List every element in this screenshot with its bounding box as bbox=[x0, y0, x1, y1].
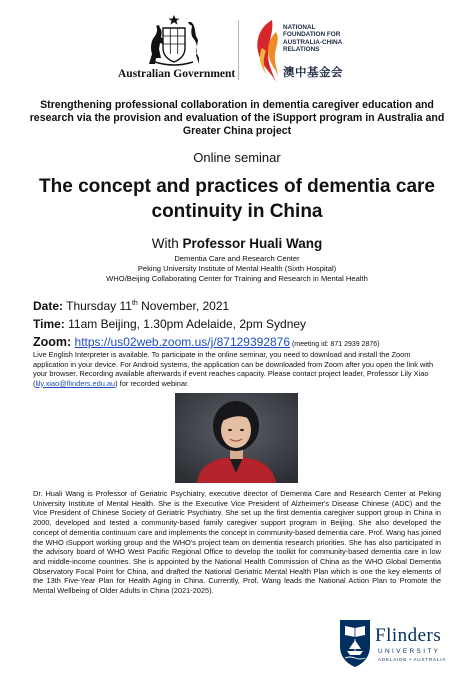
date-value: Thursday 11 bbox=[63, 299, 132, 313]
nffacr-line: FOUNDATION FOR bbox=[283, 31, 341, 39]
presenter-affiliation: Peking University Institute of Mental Health (Sixth Hospital) bbox=[137, 264, 337, 273]
presenter-affiliation: WHO/Beijing Collaborating Center for Training and Research in Mental Health bbox=[106, 274, 368, 283]
nffacr-flame-icon bbox=[250, 18, 282, 84]
presenter-photo bbox=[175, 393, 298, 483]
presenter-line bbox=[0, 236, 474, 251]
date-label: Date: bbox=[33, 299, 64, 313]
date-suffix: th bbox=[131, 300, 138, 307]
join-text-end: ) for recorded webinar. bbox=[115, 378, 190, 388]
presenter-portrait-image bbox=[175, 393, 298, 483]
flinders-university-logo bbox=[338, 618, 464, 670]
nffacr-logo bbox=[250, 18, 400, 84]
nffacr-line: NATIONAL bbox=[283, 24, 316, 31]
nffacr-chinese-name: 澳中基金会 bbox=[283, 65, 343, 79]
zoom-row bbox=[33, 335, 380, 349]
join-text: Live English Interpreter is available. To participate in the online seminar, you need to download and install the Zoom application in your device. For Android systems, the application can be downloaded from Zoom after you open the link with your browser. Recording available afterwards if event reaches capacity. Please contact project leader, Professor Lily Xiao ( bbox=[33, 350, 434, 388]
time-row bbox=[33, 317, 306, 331]
flinders-crest-icon bbox=[338, 618, 372, 668]
nffacr-line: AUSTRALIA-CHINA bbox=[283, 38, 343, 46]
seminar-type: Online seminar bbox=[193, 150, 281, 165]
meeting-id: (meeting id: 871 2939 2876) bbox=[290, 341, 380, 348]
australian-government-label: Australian Government bbox=[118, 68, 236, 80]
time-label: Time: bbox=[33, 317, 65, 331]
date-value-end: November, 2021 bbox=[137, 299, 230, 313]
seminar-title: The concept and practices of dementia care continuity in China bbox=[39, 176, 435, 222]
presenter-prefix: With bbox=[151, 236, 183, 251]
header-divider bbox=[238, 20, 239, 80]
time-value: 11am Beijing, 1.30pm Adelaide, 2pm Sydney bbox=[64, 317, 307, 331]
flinders-name: Flinders bbox=[375, 625, 442, 646]
presenter-name: Professor Huali Wang bbox=[182, 236, 323, 251]
presenter-biography: Dr. Huali Wang is Professor of Geriatric Psychiatry, executive director of Dementia Care and Research Center at Peking University Institute of Mental Health. She is the Executive Vice President of Alzheimer's Disease Chinese (ADC) and the Vice President of Chinese Society of Geriatric Psychiatry. She set up the first dementia caregiver support group in China in 2000, developed and tested a community-based family caregiver support program in Beijing. She also developed the concept of dementia continuum care and implements the concept in community-based dementia care. Prof. Wang has joined the WHO iSupport working group and the WHO's project team on dementia research priorities. She has also participated in the advisory board of WHO West Pacific Regional Office to develop the toolkit for community-based dementia care in low and middle-income countries. She is appointed by the National Health Commission of China as the WHO Global Dementia Observatory Focal Point for China, and drafted the National Geriatric Mental Health Plan which is one the key elements of the 13th Five-Year Plan for Health Aging in China. Currently, Prof. Wang leads the National Action Plan to Promote the Mental Wellbeing of Older Adults in China (2021-2025). bbox=[33, 489, 441, 596]
project-description: Strengthening professional collaboration in dementia caregiver education and research via the provision and evaluation of the iSupport program in Australia and Greater China project bbox=[29, 99, 445, 138]
nffacr-line: RELATIONS bbox=[283, 46, 320, 54]
presenter-affiliation: Dementia Care and Research Center bbox=[174, 254, 300, 263]
zoom-label: Zoom: bbox=[33, 335, 72, 349]
flinders-university-label: UNIVERSITY bbox=[378, 648, 441, 655]
coat-of-arms-icon bbox=[143, 14, 205, 66]
flinders-location: ADELAIDE • AUSTRALIA bbox=[378, 657, 447, 662]
join-instructions bbox=[33, 350, 441, 388]
australian-government-logo bbox=[118, 14, 236, 84]
contact-email-link[interactable]: lily.xiao@flinders.edu.au bbox=[35, 378, 116, 388]
date-row bbox=[33, 299, 229, 313]
nffacr-name bbox=[283, 24, 403, 54]
zoom-link[interactable]: https://us02web.zoom.us/j/87129392876 bbox=[74, 335, 291, 349]
